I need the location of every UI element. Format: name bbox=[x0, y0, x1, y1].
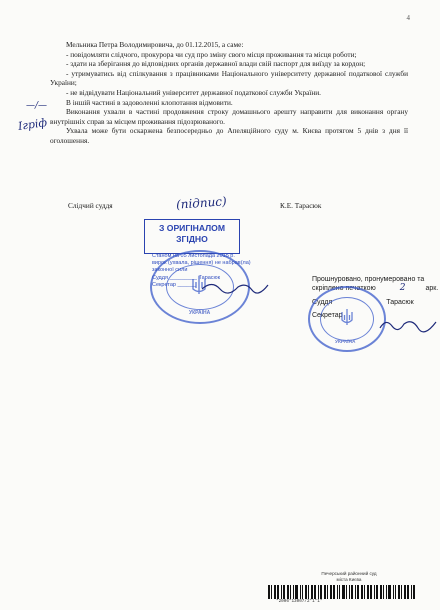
appeal-paragraph: Ухвала може бути оскаржена безпосередньо до Апеляційного суду м. Києва протягом 5 днів з дня її оголошення. bbox=[50, 126, 408, 145]
obligation-item-4: - не відвідувати Національний університет державної податкової служби України. bbox=[66, 87, 321, 97]
barcode-bar bbox=[271, 585, 272, 599]
obligation-item-3: - утримуватись від спілкування з працівниками Національного університету державної податкової служби України; bbox=[50, 68, 408, 88]
barcode-bar bbox=[330, 585, 332, 599]
barcode-bar bbox=[349, 585, 351, 599]
cert-line-1: Прошнуровано, пронумеровано та bbox=[312, 276, 425, 283]
barcode-bar bbox=[293, 585, 295, 599]
execution-paragraph: Виконання ухвали в частині продовження строку домашнього арешту направити для виконання органу внутрішніх справ за місцем проживання підозрюваного. bbox=[50, 107, 408, 126]
stamp-signature-scribble bbox=[200, 279, 270, 295]
handwritten-margin-note: Ігріф bbox=[17, 116, 48, 133]
barcode bbox=[268, 585, 418, 599]
obligation-item-1: - повідомляти слідчого, прокурора чи суд про зміну свого місця проживання та місця роботи; bbox=[66, 49, 357, 59]
barcode-bar bbox=[300, 585, 301, 599]
barcode-bar bbox=[361, 585, 363, 599]
signature-label: Слідчий суддя bbox=[68, 201, 113, 210]
barcode-bar bbox=[339, 585, 341, 599]
barcode-bar bbox=[401, 585, 402, 599]
signature-name: К.Е. Тарасюк bbox=[280, 201, 322, 210]
barcode-bar bbox=[404, 585, 406, 599]
barcode-bar bbox=[398, 585, 400, 599]
barcode-bar bbox=[290, 585, 291, 599]
handwritten-margin-mark: —/— bbox=[26, 101, 48, 111]
barcode-bar bbox=[374, 585, 375, 599]
barcode-bar bbox=[411, 585, 412, 599]
barcode-bar bbox=[333, 585, 335, 599]
barcode-bar bbox=[370, 585, 372, 599]
barcode-bar bbox=[327, 585, 328, 599]
page-number: 4 bbox=[406, 14, 410, 22]
barcode-bar bbox=[355, 585, 356, 599]
footer-court-name bbox=[294, 571, 404, 583]
barcode-bar bbox=[314, 585, 316, 599]
barcode-bar bbox=[351, 585, 353, 599]
footer-court-line-2: міста Києва bbox=[336, 577, 362, 582]
seal-main-bottom: УКРАЇНА bbox=[189, 310, 211, 316]
barcode-number: *2006*13007/2*1*1* bbox=[276, 599, 323, 604]
judge-signature: (підпис) bbox=[175, 194, 228, 212]
cert-sheet-count: 2 bbox=[399, 283, 406, 293]
barcode-bar bbox=[318, 585, 319, 599]
barcode-bar bbox=[346, 585, 347, 599]
stamp-secretary-line: Секретар ______ bbox=[152, 282, 196, 288]
order-text bbox=[50, 40, 408, 146]
barcode-bar bbox=[383, 585, 384, 599]
stamp-status-line-3: законної сили bbox=[152, 267, 188, 273]
barcode-bar bbox=[287, 585, 289, 599]
barcode-bar bbox=[337, 585, 338, 599]
court-seal-certification bbox=[308, 286, 386, 352]
barcode-bar bbox=[357, 585, 359, 599]
barcode-bar bbox=[311, 585, 313, 599]
intro-line: Мельника Петра Володимировича, до 01.12.2015, а саме: bbox=[66, 40, 244, 49]
cert-judge-prefix: Суддя bbox=[312, 299, 333, 306]
barcode-bar bbox=[283, 585, 285, 599]
cert-unit: арк. bbox=[425, 285, 439, 292]
stamp-judge-line: Суддя _________ Тарасюк bbox=[152, 275, 221, 281]
barcode-bar bbox=[305, 585, 307, 599]
cert-line-2-text: скріплено печаткою bbox=[312, 285, 376, 292]
barcode-bar bbox=[376, 585, 378, 599]
stamp-status-line-2: вирок (ухвала, рішення) не набрав(ла) bbox=[152, 260, 251, 266]
footer-court-line-1: Печерський районний суд bbox=[321, 571, 377, 576]
barcode-bar bbox=[302, 585, 304, 599]
stamp-line-2: ЗГІДНО bbox=[176, 234, 208, 244]
cert-judge-name: Тарасюк bbox=[386, 299, 414, 306]
barcode-bar bbox=[281, 585, 282, 599]
barcode-bar bbox=[295, 585, 297, 599]
barcode-bar bbox=[277, 585, 279, 599]
barcode-bar bbox=[388, 585, 390, 599]
barcode-bar bbox=[395, 585, 397, 599]
barcode-bar bbox=[274, 585, 276, 599]
denied-paragraph: В іншій частині в задоволенні клопотання відмовити. bbox=[66, 97, 233, 107]
barcode-bar bbox=[268, 585, 270, 599]
barcode-bar bbox=[386, 585, 388, 599]
seal-cert-bottom: УКРАЇНА bbox=[335, 340, 356, 345]
barcode-bar bbox=[364, 585, 365, 599]
barcode-bar bbox=[367, 585, 369, 599]
barcode-bar bbox=[393, 585, 394, 599]
stamp-line-1: З ОРИГІНАЛОМ bbox=[158, 223, 225, 233]
barcode-bar bbox=[413, 585, 415, 599]
cert-secretary-prefix: Секретар bbox=[312, 312, 343, 319]
barcode-bar bbox=[324, 585, 326, 599]
cert-signature-scribble bbox=[378, 316, 438, 334]
barcode-bar bbox=[320, 585, 322, 599]
obligation-item-2: - здати на зберігання до відповідних органів державної влади свій паспорт для виїзду за кордон; bbox=[66, 59, 366, 69]
trident-icon bbox=[339, 308, 355, 326]
copy-conforms-stamp bbox=[144, 219, 240, 254]
barcode-bar bbox=[342, 585, 344, 599]
barcode-bar bbox=[407, 585, 409, 599]
barcode-bar bbox=[308, 585, 309, 599]
stamp-status-line-1: Станом на 05 листопада 2015 р. bbox=[152, 253, 235, 259]
barcode-bar bbox=[380, 585, 382, 599]
